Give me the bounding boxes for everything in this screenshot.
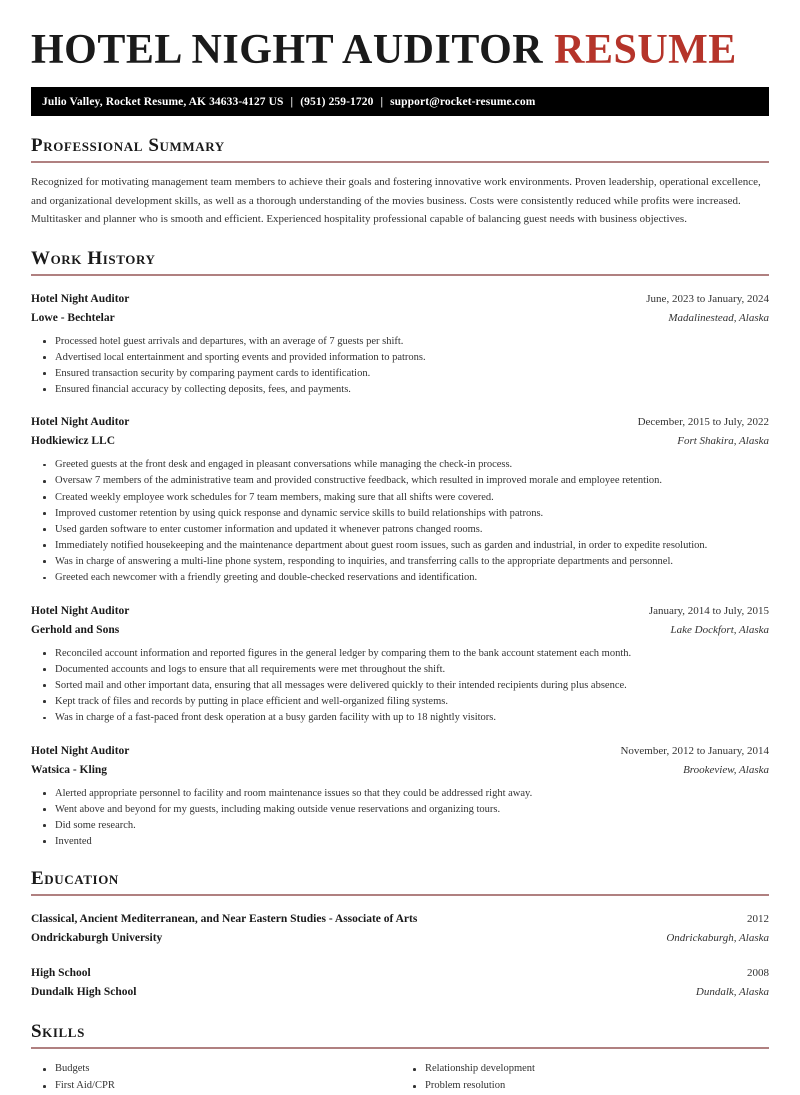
- skills-list: [400, 1061, 769, 1095]
- job-bullet: Advertised local entertainment and sporting events and provided information to patrons.: [31, 350, 769, 366]
- work-entry-company-row: [31, 432, 769, 451]
- job-bullet: Did some research.: [31, 818, 769, 834]
- job-company: Watsica - Kling: [31, 763, 108, 776]
- page-title-accent: RESUME: [554, 27, 737, 73]
- job-dates: January, 2014 to July, 2015: [648, 604, 769, 617]
- job-location: Fort Shakira, Alaska: [677, 435, 769, 448]
- skills-column-left: [31, 1055, 400, 1095]
- job-bullet: Went above and beyond for my guests, including making outside venue reservations and organizing tours.: [31, 802, 769, 818]
- page-title-main: HOTEL NIGHT AUDITOR: [31, 27, 555, 73]
- job-company: Lowe - Bechtelar: [31, 311, 115, 324]
- skill-item: First Aid/CPR: [31, 1078, 400, 1095]
- work-entry: [31, 290, 769, 398]
- job-bullets: [31, 646, 769, 726]
- education-entry: [31, 910, 769, 948]
- section-skills: [31, 1021, 769, 1095]
- education-school-row: [31, 983, 769, 1002]
- work-entry: [31, 413, 769, 585]
- job-bullet: Kept track of files and records by putting in place efficient and well-organized filing systems.: [31, 694, 769, 710]
- job-bullet: Oversaw 7 members of the administrative team and provided constructive feedback, which resulted in improved morale and employee retention.: [31, 473, 769, 489]
- skills-list: [31, 1061, 400, 1095]
- work-entry-title-row: [31, 602, 769, 621]
- job-bullet: Used garden software to enter customer information and updated it whenever patrons changed rooms.: [31, 522, 769, 538]
- page-title: [31, 0, 769, 75]
- education-degree: High School: [31, 967, 91, 980]
- skill-item: Budgets: [31, 1061, 400, 1078]
- section-work-history: [31, 248, 769, 850]
- work-entry-title-row: [31, 290, 769, 309]
- skills-column-right: [400, 1055, 769, 1095]
- education-school: Ondrickaburgh University: [31, 932, 163, 945]
- section-heading-education: Education: [31, 868, 119, 890]
- skill-item: Problem resolution: [400, 1078, 769, 1095]
- work-entry-title-row: [31, 413, 769, 432]
- education-location: Ondrickaburgh, Alaska: [666, 932, 769, 945]
- job-bullet: Immediately notified housekeeping and the maintenance department about guest room issues, such as garden and industrial, in order to expedite resolution.: [31, 538, 769, 554]
- contact-address: Julio Valley, Rocket Resume, AK 34633-4127 US: [42, 95, 284, 108]
- job-location: Brookeview, Alaska: [683, 763, 769, 776]
- section-heading-summary: Professional Summary: [31, 135, 225, 156]
- section-professional-summary: [31, 135, 769, 229]
- education-entry: [31, 964, 769, 1002]
- contact-email[interactable]: support@rocket-resume.com: [390, 95, 536, 108]
- job-bullet: Documented accounts and logs to ensure that all requirements were met throughout the shift.: [31, 662, 769, 678]
- contact-phone[interactable]: (951) 259-1720: [300, 95, 374, 108]
- job-bullet: Greeted each newcomer with a friendly greeting and double-checked reservations and identification.: [31, 570, 769, 586]
- job-title: Hotel Night Auditor: [31, 604, 130, 617]
- education-year: 2008: [747, 967, 769, 980]
- job-dates: June, 2023 to January, 2024: [646, 292, 769, 305]
- section-heading-skills: Skills: [31, 1021, 85, 1043]
- skill-item: Relationship development: [400, 1061, 769, 1078]
- job-location: Madalinestead, Alaska: [668, 311, 769, 324]
- job-company: Gerhold and Sons: [31, 623, 120, 636]
- job-bullet: Reconciled account information and reported figures in the general ledger by comparing them to the bank account statement each month.: [31, 646, 769, 662]
- work-entry-title-row: [31, 742, 769, 761]
- job-bullet: Invented: [31, 834, 769, 850]
- education-degree-row: [31, 910, 769, 929]
- education-school-row: [31, 929, 769, 948]
- job-bullet: Was in charge of a fast-paced front desk operation at a busy garden facility with up to 18 nightly visitors.: [31, 710, 769, 726]
- job-bullets: [31, 457, 769, 585]
- work-entry: [31, 742, 769, 850]
- job-company: Hodkiewicz LLC: [31, 435, 116, 448]
- job-bullet: Alerted appropriate personnel to facility and room maintenance issues so that they could be addressed right away.: [31, 786, 769, 802]
- education-year: 2012: [747, 913, 769, 926]
- section-divider: [31, 161, 769, 163]
- education-degree-row: [31, 964, 769, 983]
- section-divider: [31, 894, 769, 896]
- job-bullet: Processed hotel guest arrivals and departures, with an average of 7 guests per shift.: [31, 334, 769, 350]
- job-bullet: Greeted guests at the front desk and engaged in pleasant conversations while managing the check-in process.: [31, 457, 769, 473]
- contact-separator-1: |: [290, 95, 294, 108]
- summary-text: Recognized for motivating management team members to achieve their goals and fostering innovative work environments. Proven leadership, operational excellence, and organizational development skills, as well as a thorough understanding of the movies business. Costs were consistently reduced while profits were increased. Multitasker and planner who is smooth and efficient. Experienced hospitality professional capable of balancing guest needs with business objectives.: [31, 176, 761, 225]
- contact-bar: [31, 87, 769, 116]
- skills-columns: [31, 1055, 769, 1095]
- job-dates: November, 2012 to January, 2014: [620, 744, 769, 757]
- section-divider: [31, 274, 769, 276]
- work-entry-company-row: [31, 621, 769, 640]
- job-bullet: Ensured financial accuracy by collecting deposits, fees, and payments.: [31, 382, 769, 398]
- job-location: Lake Dockfort, Alaska: [670, 623, 769, 636]
- job-title: Hotel Night Auditor: [31, 416, 130, 429]
- job-bullet: Improved customer retention by using quick response and dynamic service skills to build relationships with patrons.: [31, 506, 769, 522]
- work-entry-company-row: [31, 309, 769, 328]
- job-bullet: Created weekly employee work schedules for 7 team members, making sure that all shifts were covered.: [31, 490, 769, 506]
- work-entry-company-row: [31, 761, 769, 780]
- job-bullets: [31, 334, 769, 398]
- job-title: Hotel Night Auditor: [31, 744, 130, 757]
- job-bullet: Sorted mail and other important data, ensuring that all messages were delivered quickly to their intended recipients during plus absence.: [31, 678, 769, 694]
- contact-separator-2: |: [380, 95, 384, 108]
- education-degree: Classical, Ancient Mediterranean, and Near Eastern Studies - Associate of Arts: [31, 913, 418, 926]
- job-bullet: Was in charge of answering a multi-line phone system, responding to inquiries, and transferring calls to the appropriate departments and personnel.: [31, 554, 769, 570]
- contact-line: [42, 96, 535, 108]
- education-location: Dundalk, Alaska: [695, 986, 769, 999]
- job-bullets: [31, 786, 769, 850]
- section-divider: [31, 1047, 769, 1049]
- job-title: Hotel Night Auditor: [31, 292, 130, 305]
- section-education: [31, 868, 769, 1002]
- work-entry: [31, 602, 769, 726]
- job-dates: December, 2015 to July, 2022: [637, 416, 769, 429]
- job-bullet: Ensured transaction security by comparing payment cards to identification.: [31, 366, 769, 382]
- education-school: Dundalk High School: [31, 986, 137, 999]
- section-heading-work-history: Work History: [31, 247, 156, 269]
